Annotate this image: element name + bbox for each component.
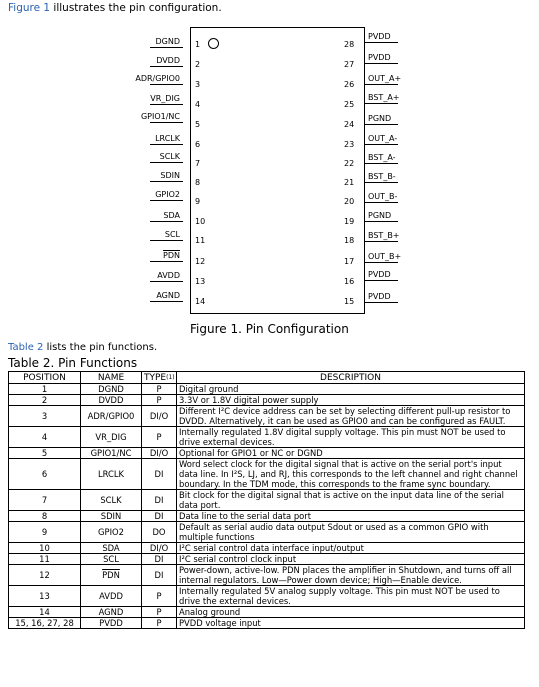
- pin-name-21: BST_B-: [368, 172, 396, 181]
- cell-position: 15, 16, 27, 28: [9, 618, 81, 629]
- table-row: [9, 618, 525, 629]
- pin-number-10: 10: [195, 217, 206, 226]
- pin-name-14: AGND: [156, 291, 180, 300]
- pin-number-8: 8: [195, 178, 201, 187]
- table-row: [9, 522, 525, 543]
- pin-name-17: OUT_B+: [368, 252, 402, 261]
- cell-type: DI/O: [142, 406, 177, 427]
- cell-name: ADR/GPIO0: [81, 406, 142, 427]
- pin-number-14: 14: [195, 297, 206, 306]
- cell-type: P: [142, 618, 177, 629]
- pin-name-26: OUT_A+: [368, 74, 402, 83]
- pin-number-18: 18: [344, 236, 355, 245]
- cell-position: 13: [9, 586, 81, 607]
- table-row: [9, 607, 525, 618]
- pin-name-8: SDIN: [160, 171, 180, 180]
- cell-name: PVDD: [81, 618, 142, 629]
- pin-number-2: 2: [195, 60, 201, 69]
- cell-name: AGND: [81, 607, 142, 618]
- cell-position: 14: [9, 607, 81, 618]
- table-intro-text: lists the pin functions.: [43, 342, 158, 353]
- pin-number-6: 6: [195, 140, 201, 149]
- pin-number-22: 22: [344, 159, 355, 168]
- chip-package: [190, 27, 365, 314]
- pin-name-6: LRCLK: [155, 134, 180, 143]
- cell-name: SDIN: [81, 511, 142, 522]
- cell-name: SCLK: [81, 490, 142, 511]
- cell-description: Bit clock for the digital signal that is active on the input data line of the serial data port.: [177, 490, 525, 511]
- pin-number-11: 11: [195, 236, 206, 245]
- figure-intro: [8, 2, 222, 14]
- pin-number-28: 28: [344, 40, 355, 49]
- table-row: [9, 586, 525, 607]
- cell-name: DGND: [81, 384, 142, 395]
- pin-name-12: $\overline{PDN}$: [163, 251, 180, 260]
- cell-type: DI: [142, 554, 177, 565]
- pin-name-2: DVDD: [156, 56, 180, 65]
- cell-description: Power-down, active-low. PDN places the amplifier in Shutdown, and turns off all internal regulators. Low—Power down device; High—Enable device.: [177, 565, 525, 586]
- cell-name: SCL: [81, 554, 142, 565]
- cell-type: DI: [142, 511, 177, 522]
- pin-functions-table: [8, 371, 525, 629]
- pin-number-4: 4: [195, 100, 201, 109]
- cell-position: 10: [9, 543, 81, 554]
- cell-type: P: [142, 607, 177, 618]
- pin-number-16: 16: [344, 277, 355, 286]
- cell-description: Optional for GPIO1 or NC or DGND: [177, 448, 525, 459]
- cell-name: SDA: [81, 543, 142, 554]
- cell-description: I²C serial control data interface input/output: [177, 543, 525, 554]
- pin-name-3: ADR/GPIO0: [135, 74, 180, 83]
- pin-name-15: PVDD: [368, 292, 391, 301]
- pin-number-9: 9: [195, 197, 201, 206]
- cell-type: P: [142, 384, 177, 395]
- cell-position: 2: [9, 395, 81, 406]
- table-title: Table 2. Pin Functions: [8, 356, 138, 370]
- cell-name: VR_DIG: [81, 427, 142, 448]
- table-row: [9, 554, 525, 565]
- cell-position: 8: [9, 511, 81, 522]
- cell-description: Internally regulated 5V analog supply voltage. This pin must NOT be used to drive the external devices.: [177, 586, 525, 607]
- table-row: [9, 490, 525, 511]
- pin-number-13: 13: [195, 277, 206, 286]
- cell-description: Digital ground: [177, 384, 525, 395]
- pin-number-20: 20: [344, 197, 355, 206]
- table-row: [9, 427, 525, 448]
- figure-intro-text: illustrates the pin configuration.: [50, 2, 222, 14]
- cell-description: Different I²C device address can be set by selecting different pull-up resistor to DVDD. Alternatively, it can be used as GPIO0 and can be configured as FAULT.: [177, 406, 525, 427]
- pin-name-11: SCL: [164, 230, 180, 239]
- cell-type: DO: [142, 522, 177, 543]
- pin-name-27: PVDD: [368, 53, 391, 62]
- cell-type: DI: [142, 459, 177, 490]
- pin-number-7: 7: [195, 159, 201, 168]
- cell-type: P: [142, 395, 177, 406]
- pin-name-9: GPIO2: [155, 190, 180, 199]
- pin1-indicator: [208, 38, 219, 49]
- pin-name-4: VR_DIG: [150, 94, 180, 103]
- cell-position: 6: [9, 459, 81, 490]
- table-row: [9, 448, 525, 459]
- cell-type: DI: [142, 490, 177, 511]
- cell-description: Analog ground: [177, 607, 525, 618]
- pin-number-17: 17: [344, 257, 355, 266]
- cell-position: 3: [9, 406, 81, 427]
- header-name: NAME: [81, 372, 142, 384]
- header-type: [142, 372, 177, 384]
- cell-position: 11: [9, 554, 81, 565]
- pin-number-21: 21: [344, 178, 355, 187]
- cell-name: GPIO1/NC: [81, 448, 142, 459]
- pin-name-19: PGND: [368, 211, 392, 220]
- cell-description: Internally regulated 1.8V digital supply voltage. This pin must NOT be used to drive external devices.: [177, 427, 525, 448]
- table-row: [9, 565, 525, 586]
- pin-number-26: 26: [344, 80, 355, 89]
- pin-name-13: AVDD: [157, 271, 180, 280]
- pin-number-5: 5: [195, 120, 201, 129]
- cell-description: Default as serial audio data output Sdout or used as a common GPIO with multiple functions: [177, 522, 525, 543]
- table-link[interactable]: Table 2: [8, 342, 44, 353]
- cell-position: 5: [9, 448, 81, 459]
- table-row: [9, 459, 525, 490]
- pin-number-27: 27: [344, 60, 355, 69]
- cell-name: DVDD: [81, 395, 142, 406]
- cell-type: P: [142, 586, 177, 607]
- cell-position: 4: [9, 427, 81, 448]
- cell-description: Word select clock for the digital signal that is active on the serial port's input data line. In I²S, LJ, and RJ, this corresponds to the left channel and right channel boundary. In the TDM mode, this corresponds to the frame sync boundary.: [177, 459, 525, 490]
- pin-name-28: PVDD: [368, 32, 391, 41]
- cell-description: Data line to the serial data port: [177, 511, 525, 522]
- cell-type: DI/O: [142, 543, 177, 554]
- table-row: [9, 543, 525, 554]
- pin-name-7: SCLK: [159, 152, 180, 161]
- pin-number-19: 19: [344, 217, 355, 226]
- cell-name: GPIO2: [81, 522, 142, 543]
- cell-description: I²C serial control clock input: [177, 554, 525, 565]
- pin-name-22: BST_A-: [368, 153, 396, 162]
- cell-position: 1: [9, 384, 81, 395]
- table-header-row: [9, 372, 525, 384]
- table-row: [9, 395, 525, 406]
- pin-name-24: PGND: [368, 114, 392, 123]
- cell-name: LRCLK: [81, 459, 142, 490]
- cell-name: AVDD: [81, 586, 142, 607]
- cell-description: 3.3V or 1.8V digital power supply: [177, 395, 525, 406]
- pin-name-5: GPIO1/NC: [140, 112, 180, 121]
- figure-caption: Figure 1. Pin Configuration: [190, 322, 349, 336]
- cell-position: 12: [9, 565, 81, 586]
- pin-name-25: BST_A+: [368, 93, 400, 102]
- table-row: [9, 384, 525, 395]
- table-row: [9, 511, 525, 522]
- cell-name: $\overline{PDN}$: [81, 565, 142, 586]
- pin-number-23: 23: [344, 140, 355, 149]
- pin-number-25: 25: [344, 100, 355, 109]
- cell-position: 9: [9, 522, 81, 543]
- pin-number-1: 1: [195, 40, 201, 49]
- header-position: POSITION: [9, 372, 81, 384]
- cell-type: DI/O: [142, 448, 177, 459]
- pin-number-3: 3: [195, 80, 201, 89]
- pin-number-12: 12: [195, 257, 206, 266]
- pin-name-18: BST_B+: [368, 231, 400, 240]
- pin-name-10: SDA: [163, 211, 180, 220]
- pin-name-23: OUT_A-: [368, 134, 398, 143]
- pin-name-1: DGND: [155, 37, 180, 46]
- cell-type: DI: [142, 565, 177, 586]
- pin-number-24: 24: [344, 120, 355, 129]
- cell-type: P: [142, 427, 177, 448]
- cell-position: 7: [9, 490, 81, 511]
- table-intro: [8, 342, 157, 353]
- pin-name-16: PVDD: [368, 270, 391, 279]
- header-type-label: TYPE: [144, 372, 167, 383]
- pin-number-15: 15: [344, 297, 355, 306]
- figure-link[interactable]: Figure 1: [8, 2, 51, 14]
- header-description: DESCRIPTION: [177, 372, 525, 384]
- cell-description: PVDD voltage input: [177, 618, 525, 629]
- table-row: [9, 406, 525, 427]
- pin-name-20: OUT_B-: [368, 192, 398, 201]
- type-footnote: (1): [166, 373, 175, 381]
